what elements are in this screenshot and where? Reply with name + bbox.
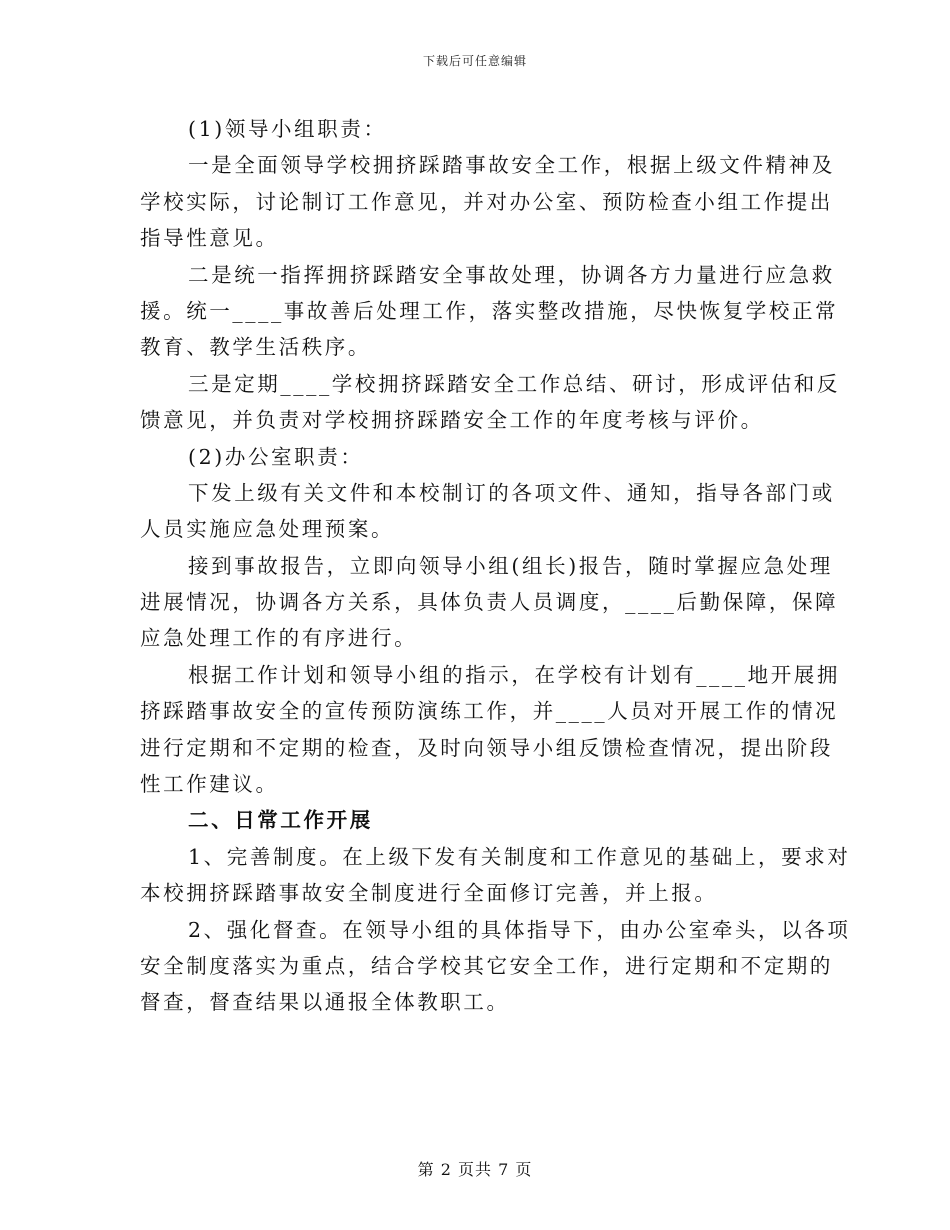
text-line: 1、完善制度。在上级下发有关制度和工作意见的基础上，要求对 [188,844,851,869]
text-line: 指导性意见。 [140,226,279,251]
text-line: 2、强化督查。在领导小组的具体指导下，由办公室牵头，以各项 [188,917,851,942]
document-body [140,111,851,1021]
text-line: 督查，督查结果以通报全体教职工。 [140,990,510,1015]
text-line: 馈意见，并负责对学校拥挤踩踏安全工作的年度考核与评价。 [140,408,764,433]
text-line: 进展情况，协调各方关系，具体负责人员调度，____后勤保障，保障 [140,590,839,615]
text-line: 安全制度落实为重点，结合学校其它安全工作，进行定期和不定期的 [140,953,833,978]
text-line: 援。统一____事故善后处理工作，落实整改措施，尽快恢复学校正常 [140,298,839,323]
text-line: 挤踩踏事故安全的宣传预防演练工作，并____人员对开展工作的情况 [140,699,839,724]
text-line: 教育、教学生活秩序。 [140,335,371,360]
text-line: 应急处理工作的有序进行。 [140,626,418,651]
text-line: (2)办公室职责： [188,444,364,469]
text-line: 二是统一指挥拥挤踩踏安全事故处理，协调各方力量进行应急救 [188,262,835,287]
text-line: 下发上级有关文件和本校制订的各项文件、通知，指导各部门或 [188,480,835,505]
text-line: 接到事故报告，立即向领导小组(组长)报告，随时掌握应急处理 [188,553,833,578]
text-line: 性工作建议。 [140,772,279,797]
text-line: 三是定期____学校拥挤踩踏安全工作总结、研讨，形成评估和反 [188,371,840,396]
text-line: 人员实施应急处理预案。 [140,517,395,542]
text-line: 进行定期和不定期的检查，及时向领导小组反馈检查情况，提出阶段 [140,735,833,760]
section-heading: 二、日常工作开展 [188,808,373,833]
text-line: 一是全面领导学校拥挤踩踏事故安全工作，根据上级文件精神及 [188,153,835,178]
page-number: 第 2 页共 7 页 [417,1160,533,1179]
text-line: 学校实际，讨论制订工作意见，并对办公室、预防检查小组工作提出 [140,189,833,214]
text-line: (1)领导小组职责： [188,117,387,141]
text-line: 本校拥挤踩踏事故安全制度进行全面修订完善，并上报。 [140,881,718,906]
text-line: 根据工作计划和领导小组的指示，在学校有计划有____地开展拥 [188,662,840,687]
page-header: 下载后可任意编辑 [422,54,527,68]
